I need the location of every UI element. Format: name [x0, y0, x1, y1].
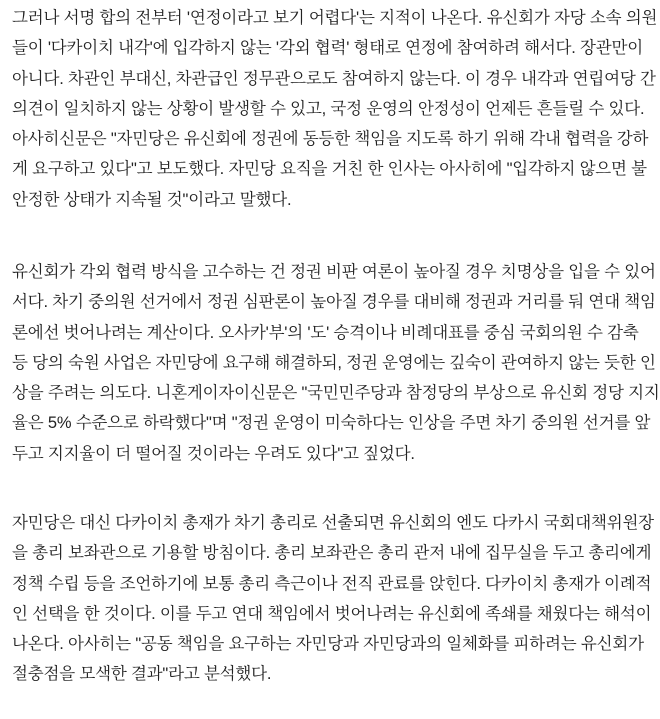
text-line: 정책 수립 등을 조언하기에 보통 총리 측근이나 전직 관료를 앉힌다. 다카이치 총재가 이례적	[12, 574, 652, 593]
text-line: 두고 지지율이 더 떨어질 것이라는 우려도 있다"고 짚었다.	[12, 444, 415, 463]
text-line: 율은 5% 수준으로 하락했다"며 "정권 운영이 미숙하다는 인상을 주면 차기 중의원 선거를 앞	[12, 414, 651, 433]
text-line: 나온다. 아사히는 "공동 책임을 요구하는 자민당과 자민당과의 일체화를 피하려는 유신회가	[12, 635, 644, 654]
text-line: 아니다. 차관인 부대신, 차관급인 정무관으로도 참여하지 않는다. 이 경우 내각과 연립여당 간	[12, 69, 656, 88]
text-line: 들이 '다카이치 내각'에 입각하지 않는 '각외 협력' 형태로 연정에 참여하려 해서다. 장관만이	[12, 39, 644, 58]
text-line: 아사히신문은 "자민당은 유신회에 정권에 동등한 책임을 지도록 하기 위해 각내 협력을 강하	[12, 130, 649, 149]
text-line: 인 선택을 한 것이다. 이를 두고 연대 책임에서 벗어나려는 유신회에 족쇄를 채웠다는 해석이	[12, 604, 652, 623]
text-line: 상을 주려는 의도다. 니혼게이자이신문은 "국민민주당과 참정당의 부상으로 유신회 정당 지지	[12, 384, 660, 403]
article-paragraph-3	[12, 508, 657, 690]
text-line: 등 당의 숙원 사업은 자민당에 요구해 해결하되, 정권 운영에는 깊숙이 관여하지 않는 듯한 인	[12, 353, 656, 372]
text-line: 론에선 벗어나려는 계산이다. 오사카'부'의 '도' 승격이나 비례대표를 중심 국회의원 수 감축	[12, 323, 639, 342]
text-line: 자민당은 대신 다카이치 총재가 차기 총리로 선출되면 유신회의 엔도 다카시 국회대책위원장	[12, 514, 654, 532]
text-line: 그러나 서명 합의 전부터 '연정이라고 보기 어렵다'는 지적이 나온다. 유신회가 자당 소속 의원	[12, 9, 658, 27]
text-line: 서다. 차기 중의원 선거에서 정권 심판론이 높아질 경우를 대비해 정권과 거리를 둬 연대 책임	[12, 293, 656, 312]
text-line: 절충점을 모색한 결과"라고 분석했다.	[12, 665, 272, 684]
text-line: 유신회가 각외 협력 방식을 고수하는 건 정권 비판 여론이 높아질 경우 치명상을 입을 수 있어	[12, 263, 656, 281]
article-paragraph-2	[12, 257, 660, 469]
text-line: 의견이 일치하지 않는 상황이 발생할 수 있고, 국정 운영의 안정성이 언제든 흔들릴 수 있다.	[12, 99, 645, 118]
text-line: 게 요구하고 있다"고 보도했다. 자민당 요직을 거친 한 인사는 아사히에 "입각하지 않으면 불	[12, 160, 647, 179]
text-line: 을 총리 보좌관으로 기용할 방침이다. 총리 보좌관은 총리 관저 내에 집무실을 두고 총리에게	[12, 544, 652, 563]
article-paragraph-1	[12, 3, 657, 215]
text-line: 안정한 상태가 지속될 것"이라고 말했다.	[12, 190, 292, 209]
